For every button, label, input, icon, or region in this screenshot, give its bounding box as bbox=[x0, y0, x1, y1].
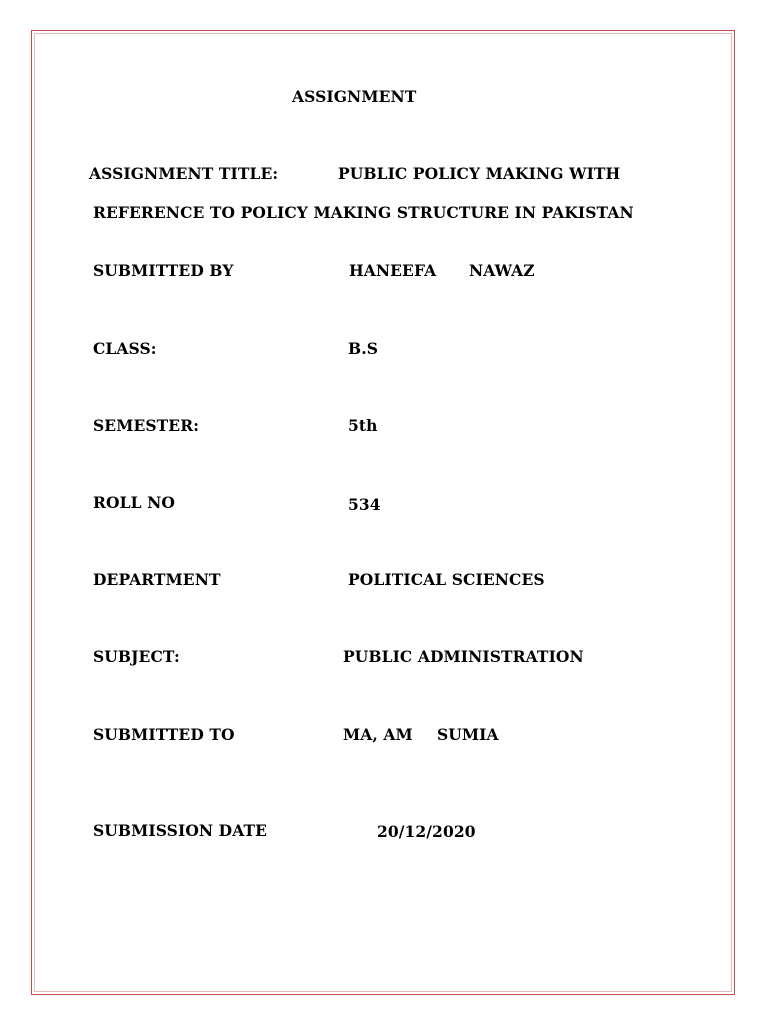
roll-no-label: ROLL NO bbox=[93, 493, 175, 512]
semester-value: 5th bbox=[348, 416, 378, 435]
assignment-title-value-line1: PUBLIC POLICY MAKING WITH bbox=[338, 164, 621, 183]
department-label: DEPARTMENT bbox=[93, 570, 221, 589]
class-value: B.S bbox=[348, 339, 378, 358]
roll-no-value: 534 bbox=[348, 495, 381, 514]
class-label: CLASS: bbox=[93, 339, 157, 358]
submitted-by-value-last-name: NAWAZ bbox=[469, 261, 535, 280]
submitted-by-label: SUBMITTED BY bbox=[93, 261, 234, 280]
submission-date-label: SUBMISSION DATE bbox=[93, 821, 268, 840]
submitted-to-value-first: MA, AM bbox=[343, 725, 413, 744]
submitted-by-value-first-name: HANEEFA bbox=[349, 261, 437, 280]
assignment-title-label: ASSIGNMENT TITLE: bbox=[89, 164, 279, 183]
submitted-to-value-second: SUMIA bbox=[437, 725, 499, 744]
document-heading: ASSIGNMENT bbox=[292, 87, 417, 106]
submitted-to-label: SUBMITTED TO bbox=[93, 725, 235, 744]
subject-label: SUBJECT: bbox=[93, 647, 180, 666]
subject-value: PUBLIC ADMINISTRATION bbox=[343, 647, 584, 666]
assignment-title-value-line2: REFERENCE TO POLICY MAKING STRUCTURE IN PAKISTAN bbox=[93, 203, 634, 222]
submission-date-value: 20/12/2020 bbox=[377, 822, 476, 841]
semester-label: SEMESTER: bbox=[93, 416, 200, 435]
department-value: POLITICAL SCIENCES bbox=[348, 570, 545, 589]
